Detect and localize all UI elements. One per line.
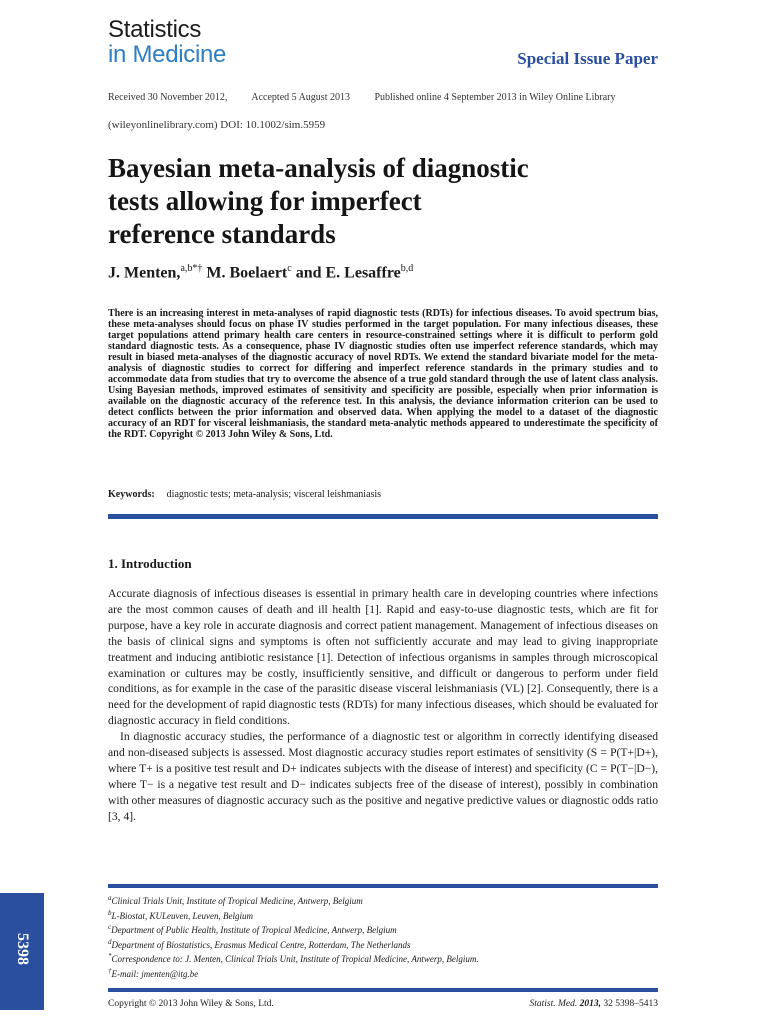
citation-journal: Statist. Med. bbox=[529, 999, 578, 1009]
doi-line[interactable]: (wileyonlinelibrary.com) DOI: 10.1002/sim.5959 bbox=[108, 119, 326, 131]
footnote: $^d$Department of Biostatistics, Erasmus Medical Centre, Rotterdam, The Netherlands bbox=[108, 937, 411, 950]
author-name: M. Boelaert bbox=[206, 264, 288, 282]
footnote-mark: a bbox=[108, 894, 112, 902]
author-name: J. Menten, bbox=[108, 264, 181, 282]
paper-title bbox=[108, 152, 668, 251]
received-date: Received 30 November 2012, bbox=[108, 92, 228, 103]
footnote-mark: * bbox=[108, 952, 112, 960]
footnote: †E-mail: jmenten@itg.be bbox=[108, 966, 199, 979]
section-divider bbox=[108, 514, 658, 519]
footnote: $^a$Clinical Trials Unit, Institute of Tropical Medicine, Antwerp, Belgium bbox=[108, 894, 363, 906]
author-name: and E. Lesaffre bbox=[295, 264, 401, 282]
footnote-mark: c bbox=[108, 923, 112, 931]
footnote-divider bbox=[108, 884, 658, 888]
accepted-date: Accepted 5 August 2013 bbox=[251, 92, 350, 103]
footer-divider bbox=[108, 988, 658, 992]
footer-citation bbox=[529, 999, 658, 1009]
footnote-mark: † bbox=[108, 966, 112, 975]
keywords-value: diagnostic tests; meta-analysis; visceral leishmaniasis bbox=[166, 489, 382, 500]
footnote: *Correspondence to: J. Menten, Clinical Trials Unit, Institute of Tropical Medicine, Antwerp, Belgium. bbox=[108, 952, 479, 964]
author-affiliation-mark: b,d bbox=[400, 263, 414, 274]
footnote-mark: d bbox=[108, 937, 112, 946]
published-date: Published online 4 September 2013 in Wiley Online Library bbox=[374, 92, 616, 103]
paragraph: Accurate diagnosis of infectious diseases is essential in primary health care in developing countries where infections are the most common causes of death and ill health [1]. Rapid and easy-to-use diagnostic tests, which are fit for purpose, have a key role in accurate diagnosis and correct patient management. Management of infectious diseases on the basis of clinical signs and symptoms is often not sufficiently accurate and may lead to giving inappropriate treatment and inducing antibiotic resistance [1]. Detection of infectious organisms in samples through microscopical examination or cultures may be costly, insufficiently sensitive, and difficult or dangerous to perform under field conditions, as for example in the case of the parasitic disease visceral leishmaniasis (VL) [2]. Consequently, there is a need for the development of rapid diagnostic tests (RDTs) for many infectious diseases, which should be evaluated for diagnostic accuracy in field conditions. bbox=[108, 587, 658, 728]
footnote-mark: b bbox=[108, 908, 112, 917]
footnotes bbox=[108, 893, 668, 980]
keywords-label: Keywords: bbox=[108, 489, 155, 500]
footnote: $^c$Department of Public Health, Institute of Tropical Medicine, Antwerp, Belgium bbox=[108, 923, 397, 935]
citation-pages: 32 5398–5413 bbox=[603, 999, 658, 1009]
paragraph: In diagnostic accuracy studies, the performance of a diagnostic test or algorithm in correctly identifying diseased and non-diseased subjects is assessed. Most diagnostic accuracy studies report estimates of sensitivity (S = P(T+|D+), where T+ is a positive test result and D+ indicates subjects with the disease of interest) and specificity (C = P(T−|D−), where T− is a negative test result and D− indicates subjects free of the disease of interest), possibly in combination with other measures of diagnostic accuracy such as the positive and negative predictive values or diagnostic odds ratio [3, 4]. bbox=[108, 730, 658, 823]
body-text bbox=[108, 586, 658, 825]
citation-year: 2013, bbox=[579, 999, 601, 1009]
page-number: 5398 bbox=[14, 933, 31, 965]
author-list bbox=[108, 263, 413, 282]
footer-copyright: Copyright © 2013 John Wiley & Sons, Ltd. bbox=[108, 999, 274, 1009]
title-line: Bayesian meta-analysis of diagnostic bbox=[108, 153, 529, 183]
journal-name-line2: in Medicine bbox=[108, 41, 227, 68]
title-line: reference standards bbox=[108, 219, 336, 249]
keywords bbox=[108, 489, 381, 500]
publication-dates bbox=[108, 92, 638, 103]
journal-name-line1: Statistics bbox=[108, 16, 202, 43]
author-affiliation-mark: c bbox=[287, 263, 292, 274]
author-affiliation-mark: a,b*† bbox=[180, 263, 203, 274]
paper-type-label: Special Issue Paper bbox=[517, 49, 658, 68]
footnote: $^b$L-Biostat, KULeuven, Leuven, Belgium bbox=[108, 908, 253, 921]
title-line: tests allowing for imperfect bbox=[108, 186, 422, 216]
abstract: There is an increasing interest in meta-analyses of rapid diagnostic tests (RDTs) for infectious diseases. To avoid spectrum bias, these meta-analyses should focus on phase IV studies performed in the target population. For many infectious diseases, these target populations attend primary health care centers in resource-constrained settings where it is difficult to perform gold standard diagnostic tests. As a consequence, phase IV diagnostic studies often use imperfect reference standards, which may result in biased meta-analyses of the diagnostic accuracy of novel RDTs. We extend the standard bivariate model for the meta-analysis of diagnostic studies to correct for differing and imperfect reference standards in the primary studies and to accommodate data from studies that try to overcome the absence of a true gold standard through the use of latent class analysis. Using Bayesian methods, improved estimates of sensitivity and specificity are possible, especially when prior information is available on the diagnostic accuracy of the reference test. In this analysis, the deviance information criterion can be used to detect conflicts between the prior information and observed data. When applying the model to a dataset of the diagnostic accuracy of an RDT for visceral leishmaniasis, the standard meta-analytic methods appeared to underestimate the specificity of the RDT. Copyright © 2013 John Wiley & Sons, Ltd. bbox=[108, 308, 658, 440]
section-heading: 1. Introduction bbox=[108, 556, 192, 571]
